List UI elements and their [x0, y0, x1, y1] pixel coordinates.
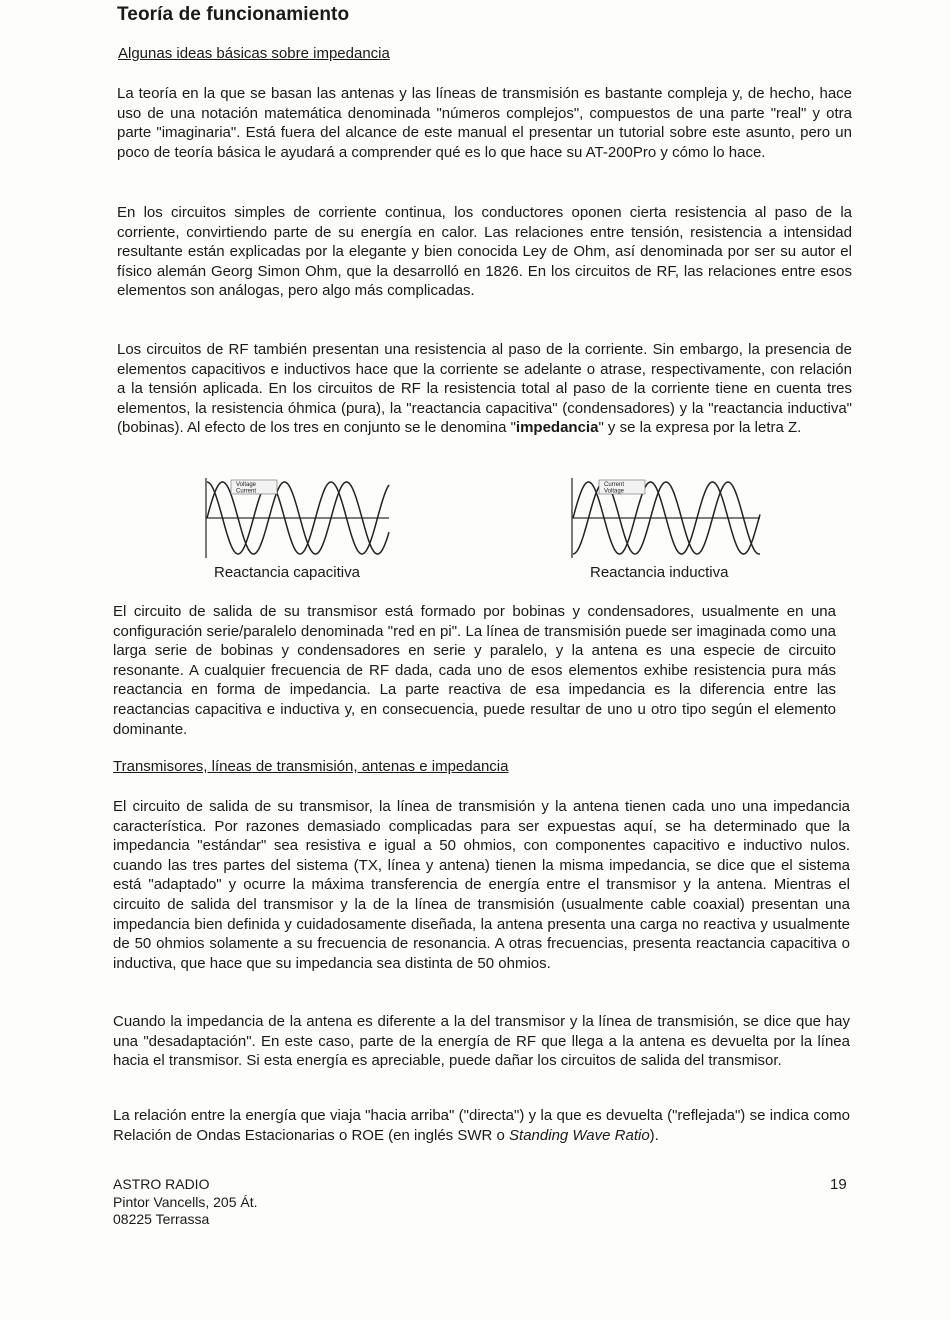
paragraph-output-circuit: El circuito de salida de su transmisor está formado por bobinas y condensadores, usualmente en una configuración serie/paralelo denominada "red en pi". La línea de transmisión puede ser imaginada como una larga serie de bobinas y condensadores en serie y paralelo, y la antena es una especie de circuito resonante. A cualquier frecuencia de RF dada, cada uno de esos elementos exhibe resistencia pura más reactancia en forma de impedancia. La parte reactiva de esa impedancia es la diferencia entre las reactancias capacitiva e inductiva y, en consecuencia, puede resultar de uno u otro tipo según el elemento dominante. [113, 603, 836, 738]
paragraph-characteristic-impedance: El circuito de salida de su transmisor, la línea de transmisión y la antena tienen cada uno una impedancia característica. Por razones demasiado complicadas para ser expuestas aquí, se ha determinado que la impedancia "estándar" sea resistiva e igual a 50 ohmios, con componentes capacitivo e inductivo nulos. cuando las tres partes del sistema (TX, línea y antena) tienen la misma impedancia, se dice que el sistema está "adaptado" y ocurre la máxima transferencia de energía entre el transmisor y la antena. Mientras el circuito de salida del transmisor y la de la línea de transmisión (usualmente cable coaxial) presentan una impedancia bien definida y cuidadosamente diseñada, la antena presenta una carga no reactiva y usualmente de 50 ohmios solamente a su frecuencia de resonancia. A otras frecuencias, presenta reactancia capacitiva o inductiva, que hace que su impedancia sea distinta de 50 ohmios. [113, 798, 850, 972]
paragraph-swr [113, 1106, 850, 1145]
legend-label-1: Voltage [236, 482, 257, 488]
legend-label-2: Current [236, 488, 257, 495]
paragraph-swr-start: La relación entre la energía que viaja "hacia arriba" ("directa") y la que es devuelta ("reflejada") se indica como Relación de Ondas Estacionarias o ROE (en inglés SWR o [113, 1107, 850, 1144]
footer-city: 08225 Terrassa [113, 1211, 210, 1227]
caption-inductive: Reactancia inductiva [590, 564, 729, 581]
caption-capacitive: Reactancia capacitiva [214, 564, 360, 581]
paragraph-swr-end: ). [649, 1126, 659, 1144]
paragraph-rf-circuits-end: " y se la expresa por la letra Z. [598, 419, 802, 437]
legend-label-1: Current [604, 482, 625, 488]
paragraph-rf-circuits [117, 340, 852, 438]
paragraph-intro: La teoría en la que se basan las antenas y las líneas de transmisión es bastante compleja y, de hecho, hace uso de una notación matemática denominada "números complejos", compuestos de una parte "real" y otra parte "imaginaria". Está fuera del alcance de este manual el presentar un tutorial sobre este asunto, pero un poco de teoría básica le ayudará a comprender qué es lo que hace su AT-200Pro y cómo lo hace. [117, 85, 852, 161]
legend-label-2: Voltage [604, 488, 625, 495]
page-title: Teoría de funcionamiento [117, 4, 350, 25]
paragraph-dc-circuits: En los circuitos simples de corriente continua, los conductores oponen cierta resistencia al paso de la corriente, convirtiendo parte de su energía en calor. Las relaciones entre tensión, resistencia a intensidad resultante están explicadas por la elegante y bien conocida Ley de Ohm, así denominada por ser su autor el físico alemán Georg Simon Ohm, que la desarrolló en 1826. En los circuitos de RF, las relaciones entre esos elementos son análogas, pero algo más complicadas. [117, 204, 852, 300]
figure-inductive-reactance [569, 476, 764, 560]
footer-company: ASTRO RADIO [113, 1176, 210, 1192]
footer-address [113, 1176, 257, 1229]
waveform-inductive [569, 476, 764, 560]
figure-capacitive-reactance [203, 476, 393, 560]
section-heading-impedance-basics: Algunas ideas básicas sobre impedancia [118, 45, 390, 62]
footer-street: Pintor Vancells, 205 Át. [113, 1193, 258, 1210]
page-number: 19 [830, 1176, 847, 1193]
standing-wave-ratio-term: Standing Wave Ratio [509, 1126, 650, 1144]
section-heading-transmitters: Transmisores, líneas de transmisión, antenas e impedancia [113, 758, 509, 775]
paragraph-rf-circuits-start: Los circuitos de RF también presentan una resistencia al paso de la corriente. Sin embargo, la presencia de elementos capacitivos e inductivos hace que la corriente se adelante o atrase, respectivamente, con relación a la tensión aplicada. En los circuitos de RF la resistencia total al paso de la corriente tiene en cuenta tres elementos, la resistencia óhmica (pura), la "reactancia capacitiva" (condensadores) y la "reactancia inductiva" (bobinas). Al efecto de los tres en conjunto se le denomina " [117, 341, 852, 437]
paragraph-mismatch: Cuando la impedancia de la antena es diferente a la del transmisor y la línea de transmisión, se dice que hay una "desadaptación". En este caso, parte de la energía de RF que llega a la antena es devuelta por la línea hacia el transmisor. Si esta energía es apreciable, puede dañar los circuitos de salida del transmisor. [113, 1013, 850, 1070]
impedance-term: impedancia [515, 419, 599, 437]
waveform-capacitive [203, 476, 393, 560]
